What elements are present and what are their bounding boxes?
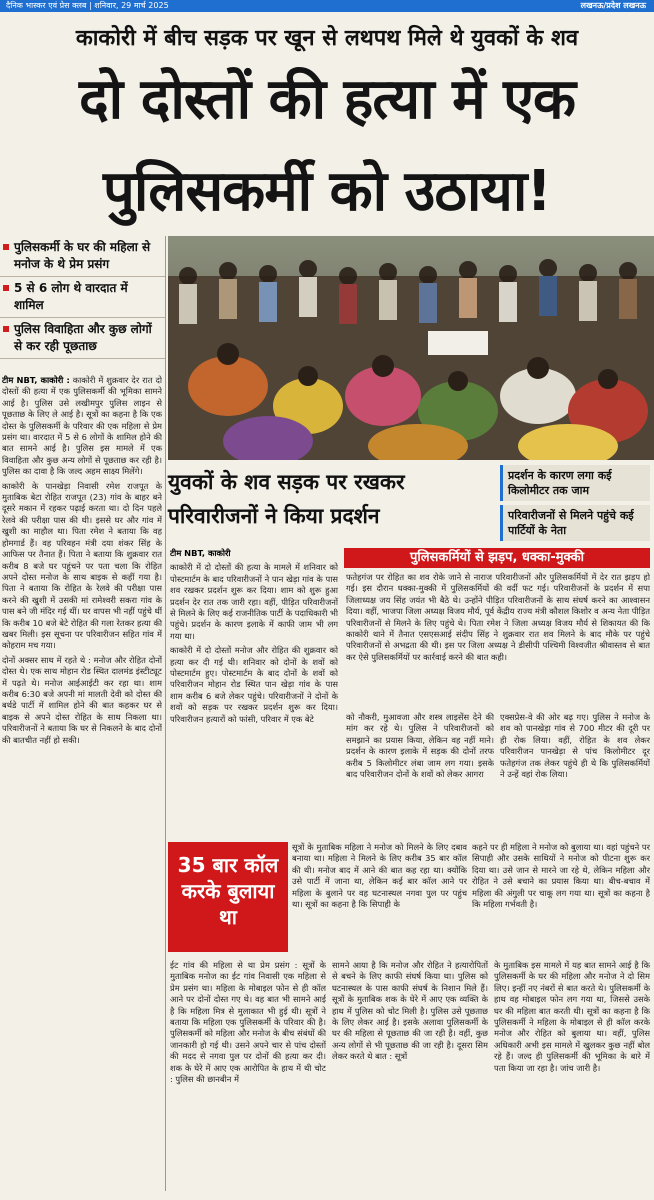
article-paragraph: [2, 375, 162, 478]
left-column-article: [2, 375, 162, 1190]
highlights-list: [0, 236, 165, 359]
article-paragraph: के मुताबिक इस मामले में यह बात सामने आई है कि पुलिसकर्मी के घर की महिला और मनोज ने दो सिम लिए। इन्हीं नए नंबरों से बात करते थे। पुलिसकर्मी के हाथ वह मोबाइल फोन लग गया था, जिससे उसके घर की महिला बात करती थी। सूत्रों का कहना है कि पुलिसकर्मी ने महिला के मोबाइल से ही कॉल करके मनोज और रोहित को बुलाया था। वहीं, पुलिस अधिकारी अभी इस मामले में खुलकर कुछ नहीं बोल रहे हैं। जल्द ही पुलिसकर्मी की भूमिका के बारे में पता किया जा रहा है। जांच जारी है।: [494, 960, 650, 1073]
callout-article-b: [472, 842, 650, 952]
side-highlight-item: प्रदर्शन के कारण लगा कई किलोमीटर तक जाम: [500, 465, 650, 501]
article-paragraph: को नौकरी, मुआवजा और शस्त्र लाइसेंस देने की मांग कर रहे थे। पुलिस ने परिवारीजनों को समझाने का प्रयास किया, लेकिन वह नहीं माने। प्रदर्शन के कारण इलाके में सड़क की दोनों तरफ करीब 5 किलोमीटर लंबा जाम लग गया। इसके बाद परिवारीजन दोनों के शवों को लेकर आगरा: [346, 712, 494, 780]
bottom-column-1: [170, 960, 326, 1192]
callout-article-a: [292, 842, 467, 952]
protest-report-end: [500, 712, 650, 820]
article-paragraph: काकोरी में दो दोस्तों मनोज और रोहित की शुक्रवार को हत्या कर दी गई थी। शनिवार को दोनों के शवों को पोस्टमार्टम हुए। पोस्टमार्टम के बाद दोनों के शवों को परिवारीजन मोहान रोड स्थित पान खेड़ा गांव के पास शाम करीब 6 बजे लेकर पहुंचे। परिवारीजनों ने दोनों के शवों को सड़क पर रखकर प्रदर्शन शुरू कर दिया। परिवारीजन हत्यारों को फांसी, परिवार में एक बेटे: [170, 645, 338, 724]
clash-report: [346, 572, 650, 707]
article-paragraph: एक्सप्रेस-वे की ओर बढ़ गए। पुलिस ने मनोज के शव को पानखेड़ा गांव से 700 मीटर की दूरी पर ही रोक लिया। वहीं, रोहित के शव लेकर परिवारीजन पानखेड़ा से पांच किलोमीटर दूर फतेहगंज तक लेकर पहुंचे ही थे कि पुलिसकर्मियों ने उन्हें वहां रोक लिया।: [500, 712, 650, 780]
column-divider: [165, 236, 166, 1191]
side-highlights: [500, 465, 650, 545]
highlight-item: पुलिसकर्मी के घर की महिला से मनोज के थे प्रेम प्रसंग: [0, 236, 165, 277]
strip-dateline: दैनिक भास्कर एवं प्रेस क्लब | शनिवार, 29 मार्च 2025: [6, 1, 169, 10]
article-paragraph: ईट गांव की महिला से था प्रेम प्रसंग : सूत्रों के मुताबिक मनोज का ईट गांव निवासी एक महिला से प्रेम प्रसंग था। महिला के मोबाइल फोन से ही कॉल आने पर दोनों दोस्त गए थे। वह बात भी सामने आई है कि महिला मित्र से मुलाकात भी हुई थी। सूत्रों ने बताया कि महिला एक पुलिसकर्मी के परिवार की है। पुलिसकर्मी को महिला और मनोज के बीच संबंधों की जानकारी हो गई थी। उसने अपने चार से पांच दोस्तों की मदद से नगवा पुल पर दोनों की हत्या कर दी। शक के घेरे में आए एक आरोपित के हाथ में थी चोट : पुलिस की छानबीन में: [170, 960, 326, 1085]
article-text: काकोरी में शुक्रवार देर रात दो दोस्तों की हत्या में एक पुलिसकर्मी की भूमिका सामने आई है। पुलिस उसे लखीमपुर पुलिस लाइन से पूछताछ के लिए ले आई है। सूत्रों का कहना है कि एक दोस्त के पुलिसकर्मी के परिवार की एक महिला से प्रेम प्रसंग था। वारदात में 5 से 6 लोगों के शामिल होने की बात सामने आई है। पुलिस इस मामले में एक विवाहिता और कुछ अन्य लोगों से पूछताछ कर रही है। पुलिस का दावा है कि जल्द अहम साक्ष्य मिलेंगे।: [2, 375, 162, 477]
subheadline-line2: परिवारीजनों ने किया प्रदर्शन: [168, 504, 380, 528]
main-headline-line1: दो दोस्तों की हत्या में एक: [78, 67, 576, 132]
bottom-column-3: [494, 960, 650, 1192]
strip-section: लखनऊ/प्रदेश लखनऊ: [580, 1, 646, 10]
protest-photo: [168, 236, 654, 460]
kicker-headline: काकोरी में बीच सड़क पर खून से लथपथ मिले थे युवकों के शव: [75, 26, 579, 51]
article-paragraph: सूत्रों के मुताबिक महिला ने मनोज को मिलने के लिए दबाव बनाया था। महिला ने मिलने के लिए करीब 35 बार कॉल की थी। मनोज बाद में आने की बात कह रहा था। क्योंकि उसे पार्टी में जाना था, लेकिन कई बार कॉल आने पर महिला के बुलाने पर वह घटनास्थल नगवा पुल पर पहुंच था। सूत्रों का कहना है कि सिपाही के: [292, 842, 467, 910]
bottom-column-2: [332, 960, 488, 1192]
side-highlight-item: परिवारीजनों से मिलने पहुंचे कई पार्टियों के नेता: [500, 505, 650, 541]
article-paragraph: काकोरी में दो दोस्तों की हत्या के मामले में शनिवार को पोस्टमार्टम के बाद परिवारीजनों ने पान खेड़ा गांव के पास शव रखकर प्रदर्शन शुरू कर दिया। शाम को शुरू हुआ प्रदर्शन देर रात तक जारी रहा। वहीं, पीड़ित परिवारीजनों से मिलने के लिए कई राजनीतिक पार्टी के पदाधिकारी भी पहुंचे। प्रदर्शन के कारण इलाके में काफी जाम भी लग गया था।: [170, 562, 338, 641]
byline: टीम NBT, काकोरी :: [2, 375, 70, 385]
article-paragraph: कहने पर ही महिला ने मनोज को बुलाया था। वहां पहुंचने पर सिपाही और उसके साथियों ने मनोज को पीटना शुरू कर दिया था। उसे जान से मारने जा रहे थे, लेकिन महिला और रोहित ने उसे बचाने का प्रयास किया था। बीच-बचाव में महिला की अंगुली पर चाकू लग गया था। सूत्रों का कहना है कि महिला गर्भवती है।: [472, 842, 650, 910]
callout-box: 35 बार कॉल करके बुलाया था: [168, 842, 288, 952]
section-banner: पुलिसकर्मियों से झड़प, धक्का-मुक्की: [344, 548, 650, 568]
byline: टीम NBT, काकोरी: [170, 548, 231, 558]
top-strip: [0, 0, 654, 12]
article-paragraph: दोनों अक्सर साथ में रहते थे : मनोज और रोहित दोनों दोस्त थे। एक साथ मोहान रोड स्थित दालमंड इंस्टीट्यूट में पढ़ते थे। मनोज आईआईटी कर रहा था। शाम करीब 6:30 बजे अपनी मां मालती देवी को दोस्त की बर्थडे पार्टी में शामिल होने की बात कहकर घर से बाइक से अपने दोस्त रोहित के साथ निकला था। परिवारीजनों ने बताया कि घर से निकलने के बाद दोनों की बातचीत नहीं हो सकी।: [2, 654, 162, 745]
highlight-item: पुलिस विवाहिता और कुछ लोगों से कर रही पूछताछ: [0, 318, 165, 359]
subheadline: [168, 465, 498, 545]
middle-column-article: [170, 548, 338, 820]
article-paragraph: काकोरी के पानखेड़ा निवासी रमेश राजपूत के मुताबिक बेटा रोहित राजपूत (23) गांव के बाहर बने दूसरे मकान में रहकर पढ़ाई करता था। दो दिन पहले रेलवे की परीक्षा पास की थी। इससे घर और गांव में खुशी का माहौल था। पिता रमेश ने बताया कि वह होमगार्ड हैं। वह परिवहन मंत्री दया शंकर सिंह के आफिस पर तैनात हैं। पिता ने बताया कि शुक्रवार रात करीब 8 बजे घर पहुंचने पर पता चला कि रोहित अपने दोस्त मनोज के साथ बाइक से कहीं गया है। पिता ने बताया कि रोहित के रेलवे की परीक्षा पास करने की खुशी में उसकी मां रामेश्वरी सकरा गांव के पास बने जी मंदिर गई थीं। घर वापस भी नहीं पहुंचे थीं कि करीब 10 बजे बेटे रोहित की गला रेतकर हत्या की खबर मिली। इस सूचना पर परिवारीजन सहित गांव में कोहराम मच गया।: [2, 480, 162, 651]
protest-report-continued: [346, 712, 494, 820]
article-paragraph: [170, 548, 338, 559]
subheadline-line1: युवकों के शव सड़क पर रखकर: [168, 470, 405, 494]
article-paragraph: सामने आया है कि मनोज और रोहित ने हत्यारोपितों से बचने के लिए काफी संघर्ष किया था। पुलिस को घटनास्थल के पास काफी संघर्ष के निशान मिले हैं। सूत्रों के मुताबिक शक के घेरे में आए एक व्यक्ति के हाथ में पुलिस को चोट मिली है। पुलिस उसे पूछताछ के लिए लेकर आई है। इसके अलावा पुलिसकर्मी के घर की महिला से पूछताछ की जा रही है। वहीं, कुछ अन्य लोगों से भी पूछताछ की जा रही है। दूसरा सिम लेकर करते थे बात : सूत्रों: [332, 960, 488, 1062]
highlight-item: 5 से 6 लोग थे वारदात में शामिल: [0, 277, 165, 318]
article-paragraph: फतेहगंज पर रोहित का शव रोके जाने से नाराज परिवारीजनों और पुलिसकर्मियों में देर रात झड़प हो गई। इस दौरान धक्का-मुक्की में पुलिसकर्मियों की वर्दी फट गई। परिवारीजनों के प्रदर्शन में सपा जिलाध्यक्ष जय सिंह जयंत भी बैठे थे। उन्होंने पीड़ित परिवारीजनों के साथ संघर्ष करने का आश्वासन दिया। वहीं, भाजपा जिला अध्यक्ष विजय मौर्य, पूर्व केंद्रीय राज्य मंत्री कौशल किशोर व अन्य नेता पीड़ित परिवारीजनों से मिलने के लिए पहुंचे थे। पिता रमेश ने जिला अध्यक्ष विजय मौर्य से शिकायत की कि काकोरी थाने में तैनात एसएसआई संदीप सिंह ने शुक्रवार रात शव मिलने के बाद मौके पर पहुंचे परिवारीजनों से अभद्रता की थी। इस पर जिला अध्यक्ष ने डीसीपी पश्चिमी विश्वजीत श्रीवास्तव से बात कर ऐसे पुलिसकर्मियों पर कार्रवाई करने की बात कही।: [346, 572, 650, 662]
main-headline-line2: पुलिसकर्मी को उठाया!: [103, 159, 551, 224]
